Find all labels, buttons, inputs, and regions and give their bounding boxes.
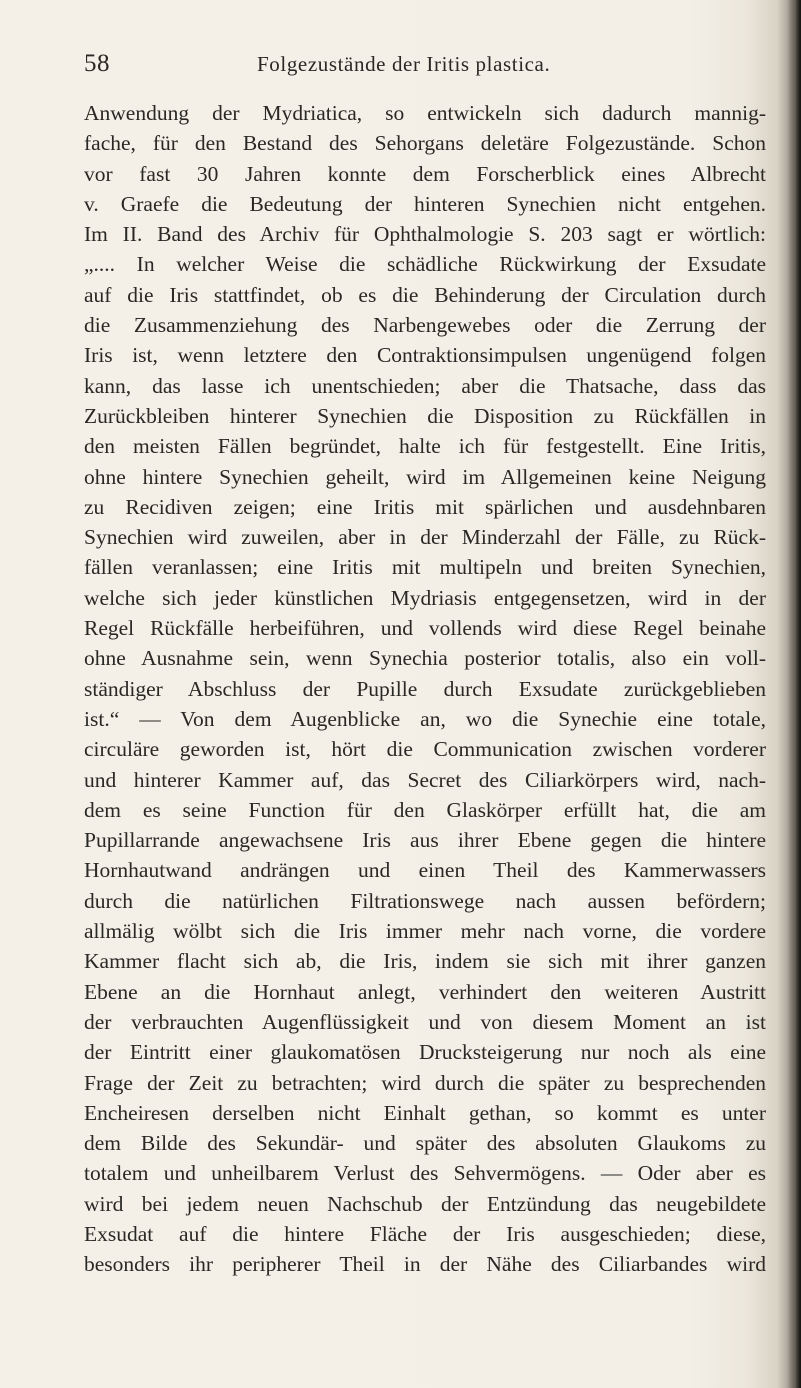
text-line: allmälig wölbt sich die Iris immer mehr nach vorne, die vordere bbox=[84, 919, 766, 944]
running-title: Folgezustände der Iritis plastica. bbox=[257, 52, 551, 76]
text-line: v. Graefe die Bedeutung der hinteren Synechien nicht entgehen. bbox=[84, 191, 766, 216]
text-line: wird bei jedem neuen Nachschub der Entzündung das neugebildete bbox=[84, 1191, 766, 1216]
page-number: 58 bbox=[84, 50, 110, 77]
text-line: Hornhautwand andrängen und einen Theil des Kammerwassers bbox=[84, 858, 766, 883]
text-line: totalem und unheilbarem Verlust des Sehvermögens. — Oder aber es bbox=[84, 1161, 766, 1186]
text-line: Frage der Zeit zu betrachten; wird durch die später zu besprechenden bbox=[84, 1070, 766, 1095]
text-line: Exsudat auf die hintere Fläche der Iris ausgeschieden; diese, bbox=[84, 1221, 766, 1246]
text-line: Ebene an die Hornhaut anlegt, verhindert den weiteren Austritt bbox=[84, 979, 766, 1004]
body-text bbox=[84, 98, 766, 1280]
text-line: der verbrauchten Augenflüssigkeit und von diesem Moment an ist bbox=[84, 1009, 766, 1034]
text-line: welche sich jeder künstlichen Mydriasis entgegensetzen, wird in der bbox=[84, 585, 766, 610]
text-line: zu Recidiven zeigen; eine Iritis mit spärlichen und ausdehnbaren bbox=[84, 494, 766, 519]
text-line: ist.“ — Von dem Augenblicke an, wo die Synechie eine totale, bbox=[84, 706, 766, 731]
text-line: Kammer flacht sich ab, die Iris, indem sie sich mit ihrer ganzen bbox=[84, 949, 766, 974]
text-line: ohne hintere Synechien geheilt, wird im Allgemeinen keine Neigung bbox=[84, 464, 766, 489]
text-line: besonders ihr peripherer Theil in der Nähe des Ciliarbandes wird bbox=[84, 1252, 766, 1277]
text-line: ohne Ausnahme sein, wenn Synechia posterior totalis, also ein voll- bbox=[84, 646, 766, 671]
text-line: ständiger Abschluss der Pupille durch Exsudate zurückgeblieben bbox=[84, 676, 766, 701]
text-line: dem Bilde des Sekundär- und später des absoluten Glaukoms zu bbox=[84, 1131, 766, 1156]
text-line: Zurückbleiben hinterer Synechien die Disposition zu Rückfällen in bbox=[84, 403, 766, 428]
text-line: kann, das lasse ich unentschieden; aber die Thatsache, dass das bbox=[84, 373, 766, 398]
text-line: Pupillarrande angewachsene Iris aus ihrer Ebene gegen die hintere bbox=[84, 828, 766, 853]
text-line: dem es seine Function für den Glaskörper erfüllt hat, die am bbox=[84, 797, 766, 822]
text-line: Iris ist, wenn letztere den Contraktionsimpulsen ungenügend folgen bbox=[84, 343, 766, 368]
running-head bbox=[84, 50, 784, 90]
text-line: Synechien wird zuweilen, aber in der Minderzahl der Fälle, zu Rück- bbox=[84, 525, 766, 550]
text-line: Regel Rückfälle herbeiführen, und vollends wird diese Regel beinahe bbox=[84, 616, 766, 641]
text-line: der Eintritt einer glaukomatösen Drucksteigerung nur noch als eine bbox=[84, 1040, 766, 1065]
text-line: vor fast 30 Jahren konnte dem Forscherblick eines Albrecht bbox=[84, 161, 766, 186]
text-line: den meisten Fällen begründet, halte ich für festgestellt. Eine Iritis, bbox=[84, 434, 766, 459]
text-line: „.... In welcher Weise die schädliche Rückwirkung der Exsudate bbox=[84, 252, 766, 277]
text-line: circuläre geworden ist, hört die Communication zwischen vorderer bbox=[84, 737, 766, 762]
text-line: Im II. Band des Archiv für Ophthalmologie S. 203 sagt er wörtlich: bbox=[84, 222, 766, 247]
page-edge-shadow bbox=[787, 0, 801, 1388]
text-line: Anwendung der Mydriatica, so entwickeln sich dadurch mannig- bbox=[84, 101, 766, 125]
text-line: auf die Iris stattfindet, ob es die Behinderung der Circulation durch bbox=[84, 282, 766, 307]
text-line: und hinterer Kammer auf, das Secret des Ciliarkörpers wird, nach- bbox=[84, 767, 766, 792]
text-line: fache, für den Bestand des Sehorgans deletäre Folgezustände. Schon bbox=[84, 131, 766, 156]
text-line: fällen veranlassen; eine Iritis mit multipeln und breiten Synechien, bbox=[84, 555, 766, 580]
text-line: durch die natürlichen Filtrationswege nach aussen befördern; bbox=[84, 888, 766, 913]
text-line: die Zusammenziehung des Narbengewebes oder die Zerrung der bbox=[84, 313, 766, 338]
text-line: Encheiresen derselben nicht Einhalt gethan, so kommt es unter bbox=[84, 1100, 766, 1125]
